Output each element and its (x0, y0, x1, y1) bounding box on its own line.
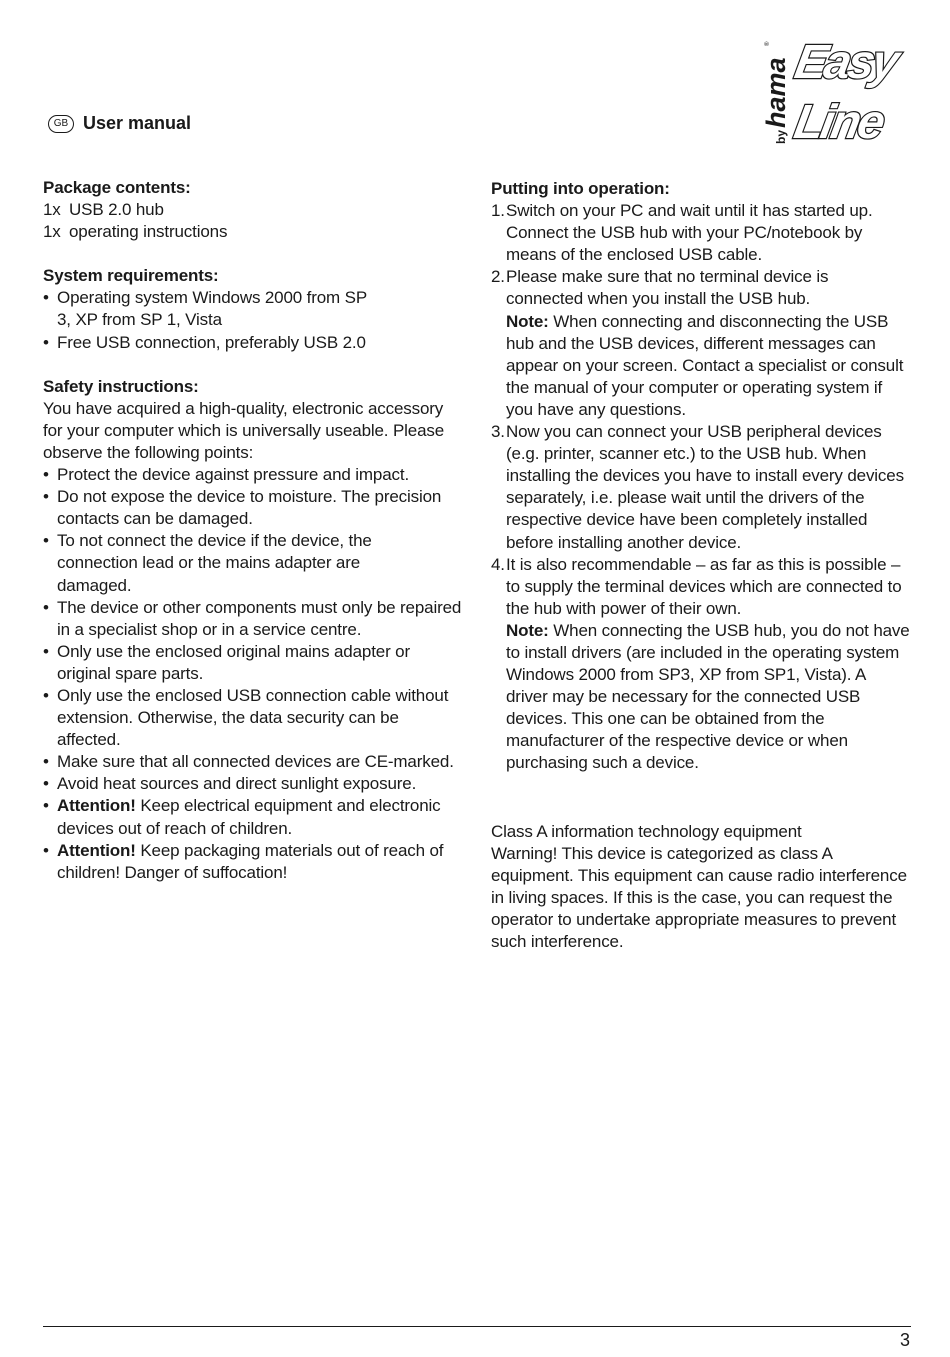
step-note (506, 311, 911, 421)
operation-steps (491, 200, 911, 774)
step-number: 3. (491, 422, 505, 442)
note-text: When connecting and disconnecting the USB hub and the USB devices, different messages can appear on your screen. Contact a specialist or consult the manual of your computer or operating system if you have any questions. (506, 311, 904, 419)
safety-instructions-title: Safety instructions: (43, 376, 199, 396)
safety-intro: You have acquired a high-quality, electronic accessory for your computer which is universally useable. Please observe the following points: (43, 398, 445, 462)
list-item: • Make sure that all connected devices are CE-marked. (43, 751, 463, 773)
logo-by-text: by (774, 129, 788, 144)
step-number: 4. (491, 554, 505, 574)
package-item-qty: 1x (43, 200, 61, 220)
manual-heading (48, 113, 191, 134)
step-text: Switch on your PC and wait until it has started up. Connect the USB hub with your PC/notebook by means of the enclosed USB cable. (506, 201, 873, 265)
language-badge: GB (48, 115, 74, 133)
step-text: Now you can connect your USB peripheral devices (e.g. printer, scanner etc.) to the USB hub. When installing the devices you have to install every devices separately, i.e. please wait until the drivers of the respective device have been completely installed before installing another device. (506, 422, 904, 552)
package-contents-title: Package contents: (43, 178, 191, 197)
system-requirements-list (43, 287, 463, 353)
safety-list (43, 464, 463, 884)
class-a-notice (491, 821, 911, 954)
class-a-title: Class A information technology equipment (491, 822, 802, 841)
class-a-text: Warning! This device is categorized as class A equipment. This equipment can cause radio interference in living spaces. If this is the case, you can request the operator to undertake appropriate measures to prevent such interference. (491, 844, 907, 952)
list-item: • Operating system Windows 2000 from SP 3, XP from SP 1, Vista (43, 287, 379, 331)
attention-label: Attention! (57, 840, 136, 860)
operation-step (491, 200, 911, 266)
left-column (43, 177, 463, 884)
list-item: • Only use the enclosed original mains adapter or original spare parts. (43, 641, 463, 685)
package-item-qty: 1x (43, 222, 61, 242)
list-item: • Free USB connection, preferably USB 2.0 (43, 332, 463, 354)
note-label: Note: (506, 620, 549, 640)
attention-text: Keep electrical equipment and electronic devices out of reach of children. (57, 796, 441, 838)
logo-easy-text: Easy (790, 35, 901, 89)
step-text: It is also recommendable – as far as this is possible – to supply the terminal devices which are connected to the hub with power of their own. (506, 554, 902, 618)
page-number: 3 (899, 1330, 910, 1350)
note-label: Note: (506, 311, 549, 331)
note-text: When connecting the USB hub, you do not have to install drivers (are included in the operating system Windows 2000 from SP3, XP from SP1, Vista). A driver may be necessary for the connected USB devices. This one can be obtained from the manufacturer of the respective device or when purchasing such a device. (506, 620, 910, 773)
list-item (43, 840, 463, 884)
package-item-text: USB 2.0 hub (69, 200, 164, 220)
step-text: Please make sure that no terminal device is connected when you install the USB hub. (506, 267, 829, 309)
step-number: 1. (491, 201, 505, 221)
list-item (43, 795, 463, 839)
operation-step (491, 421, 911, 554)
logo-registered-mark: ® (765, 41, 771, 46)
step-note (506, 620, 911, 775)
list-item: • Protect the device against pressure and impact. (43, 464, 463, 486)
logo-hama-text: hama (761, 57, 791, 128)
step-number: 2. (491, 267, 505, 287)
list-item: • The device or other components must only be repaired in a specialist shop or in a service centre. (43, 597, 463, 641)
list-item: • Avoid heat sources and direct sunlight exposure. (43, 773, 463, 795)
putting-into-operation-title: Putting into operation: (491, 179, 670, 198)
list-item: • To not connect the device if the device, the connection lead or the mains adapter are damaged. (43, 530, 437, 596)
list-item: • Do not expose the device to moisture. The precision contacts can be damaged. (43, 486, 463, 530)
footer-divider (43, 1326, 911, 1327)
operation-step (491, 554, 911, 775)
package-item (43, 199, 463, 221)
operation-step (491, 266, 911, 421)
package-item (43, 221, 463, 243)
system-requirements-title: System requirements: (43, 266, 219, 286)
attention-label: Attention! (57, 796, 136, 816)
right-column (491, 178, 911, 775)
hama-easy-line-logo (752, 26, 912, 150)
list-item: • Only use the enclosed USB connection cable without extension. Otherwise, the data security can be affected. (43, 685, 463, 751)
logo-line-text: Line (790, 95, 887, 149)
manual-title: User manual (83, 113, 192, 133)
attention-text: Keep packaging materials out of reach of children! Danger of suffocation! (57, 840, 444, 882)
package-item-text: operating instructions (69, 222, 228, 242)
